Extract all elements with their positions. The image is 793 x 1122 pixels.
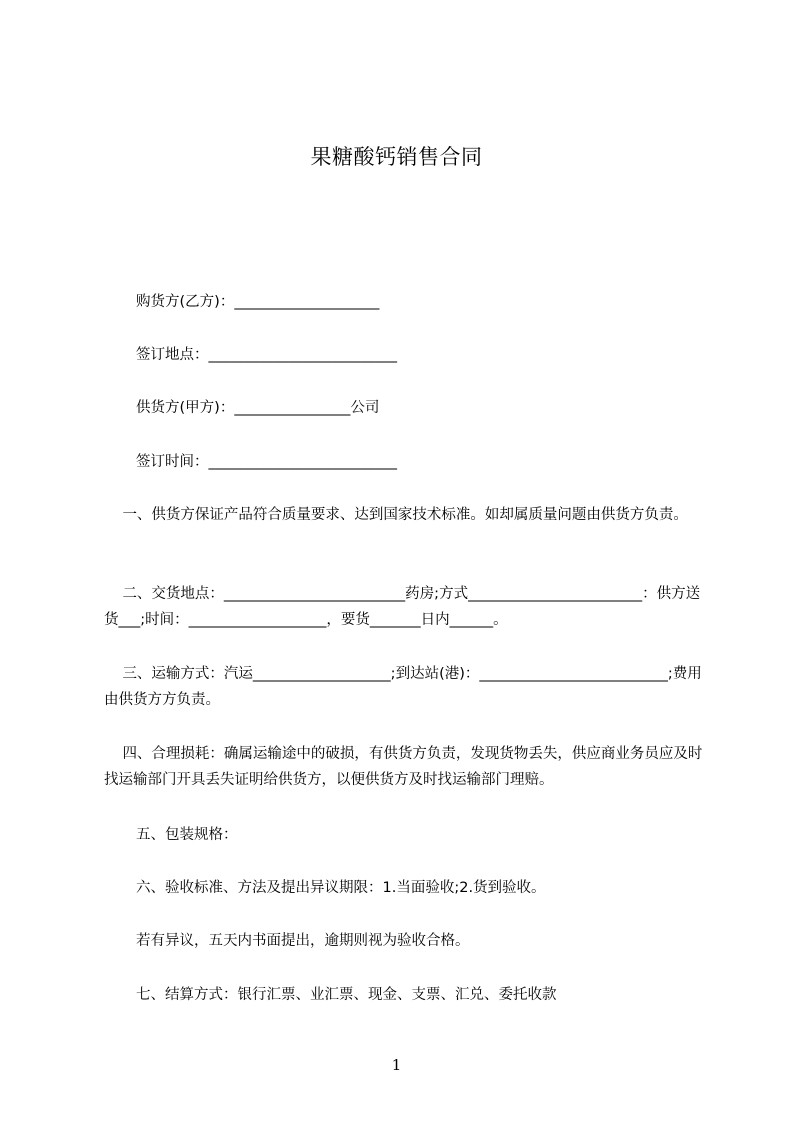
clause-settlement: 七、结算方式：银行汇票、业汇票、现金、支票、汇兑、委托收款 bbox=[136, 987, 557, 1003]
buyer-field: 购货方(乙方)：____________________ bbox=[136, 294, 380, 310]
clause-acceptance: 六、验收标准、方法及提出异议期限：1.当面验收;2.货到验收。 bbox=[136, 880, 546, 896]
sign-time-field: 签订时间：__________________________ bbox=[136, 454, 397, 470]
clause-quality: 一、供货方保证产品符合质量要求、达到国家技术标准。如却属质量问题由供货方负责。 bbox=[104, 507, 688, 523]
clause-objection-note: 若有异议，五天内书面提出，逾期则视为验收合格。 bbox=[136, 933, 470, 949]
page-number: 1 bbox=[391, 1056, 402, 1074]
clause-delivery: 二、交货地点：_________________________药房;方式________________________：供方送货___;时间：___________________，要货_______日内______。 bbox=[104, 586, 701, 628]
clause-loss: 四、合理损耗：确属运输途中的破损，有供货方负责，发现货物丢失，供应商业务员应及时找运输部门开具丢失证明给供货方，以便供货方及时找运输部门理赔。 bbox=[104, 746, 703, 788]
clause-transport: 三、运输方式：汽运___________________;到达站(港)：__________________________;费用由供货方方负责。 bbox=[104, 666, 702, 708]
document-title: 果糖酸钙销售合同 bbox=[310, 145, 483, 169]
supplier-field: 供货方(甲方)：________________公司 bbox=[136, 400, 380, 416]
clause-packaging: 五、包装规格： bbox=[136, 827, 238, 843]
sign-place-field: 签订地点：__________________________ bbox=[136, 347, 397, 363]
